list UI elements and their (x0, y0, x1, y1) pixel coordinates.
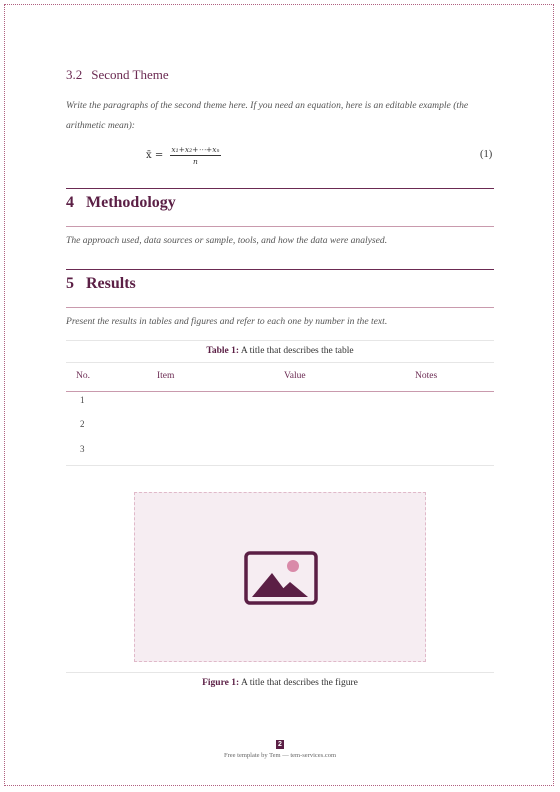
table-header-value: Value (284, 371, 306, 381)
section-heading-results (66, 275, 136, 293)
image-placeholder-icon (244, 551, 318, 605)
section-number: 4 (66, 194, 74, 211)
table-row-number: 1 (80, 395, 85, 405)
table-top-rule (66, 340, 494, 341)
table-header-rule (66, 391, 494, 392)
subsection-heading (66, 67, 169, 83)
table-header-notes: Notes (415, 371, 438, 381)
methodology-paragraph: The approach used, data sources or sample, tools, and how the data were analysed. (66, 235, 388, 246)
table-caption-text: A title that describes the table (240, 346, 354, 356)
table-header-top-rule (66, 362, 494, 363)
figure-placeholder (134, 492, 426, 662)
equation (146, 145, 221, 166)
figure-caption (66, 678, 494, 688)
subsection-title: Second Theme (91, 67, 169, 82)
table-caption-label: Table 1: (206, 346, 240, 356)
section-title: Results (86, 275, 136, 292)
equation-fraction (170, 145, 220, 166)
equation-number: (1) (480, 149, 493, 160)
section-rule-bottom (66, 226, 494, 227)
table-row-number: 2 (80, 419, 85, 429)
section-heading-methodology (66, 194, 176, 212)
section-number: 5 (66, 275, 74, 292)
table-bottom-rule (66, 465, 494, 466)
equation-lhs: x̄ = (146, 150, 164, 161)
equation-numerator: x₁+x₂+⋯+xₙ (171, 145, 220, 154)
footer-text: Free template by Tem — tem-services.com (223, 752, 337, 759)
page-number: 2 (276, 740, 284, 749)
table-header-no: No. (76, 371, 90, 381)
figure-caption-label: Figure 1: (202, 678, 240, 688)
subsection-paragraph: Write the paragraphs of the second theme here. If you need an equation, here is an editable example (the arithmetic mean): (66, 100, 469, 131)
section-title: Methodology (86, 194, 176, 211)
subsection-number: 3.2 (66, 67, 83, 82)
section-rule-bottom (66, 307, 494, 308)
table-caption (66, 346, 494, 356)
equation-denominator: n (193, 157, 198, 166)
figure-rule (66, 672, 494, 673)
section-rule-top (66, 269, 494, 270)
results-paragraph: Present the results in tables and figures and refer to each one by number in the text. (66, 316, 388, 327)
table-header-item: Item (157, 371, 175, 381)
section-rule-top (66, 188, 494, 189)
figure-caption-text: A title that describes the figure (241, 678, 358, 688)
table-row-number: 3 (80, 444, 85, 454)
